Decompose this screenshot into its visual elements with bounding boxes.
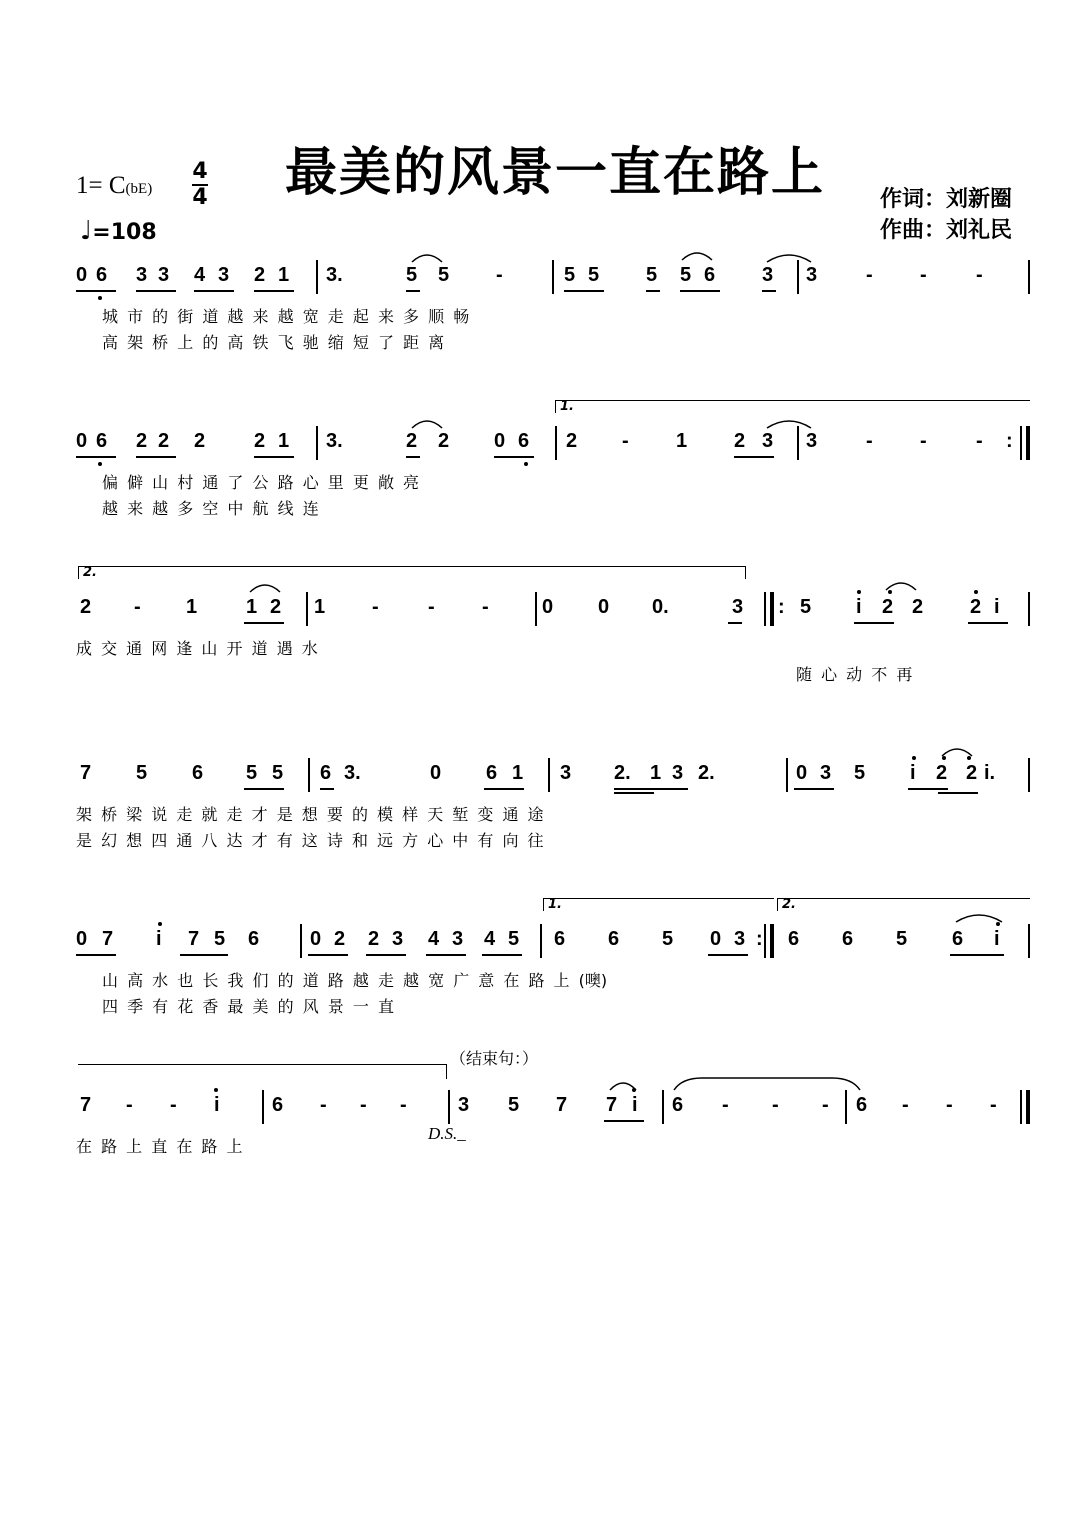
lyrics-verse-2: 越 来 越 多 空 中 航 线 连 [102,499,319,518]
lyrics-verse-1: 城 市 的 街 道 越 来 越 宽 走 起 来 多 顺 畅 [102,307,470,326]
lyricist: 作词：刘新圈 [880,187,1013,212]
tempo-mark [80,216,157,246]
lyrics-verse-2: 随 心 动 不 再 [796,665,913,684]
lyrics-verse-1: 成 交 通 网 逢 山 开 道 遇 水 [76,639,318,658]
lyrics-verse-2: 是 幻 想 四 通 八 达 才 有 这 诗 和 远 方 心 中 有 向 往 [76,831,544,850]
score-row-2: 0 6 2 2 2 2 1 3. 2 2 0 6 2 - 1 2 3 3 - - - : 偏 僻 山 村 通 了 公 路 心 里 更 敞 亮 越 来 越 多 空 中 航 线 连 [0,430,1080,490]
quarter-note-icon: ♩ [80,216,93,246]
time-top: 4 [192,159,208,184]
score-row-5: 0 7 i 7 5 6 0 2 2 3 4 3 4 5 6 6 5 0 3 : 6 6 5 6 i 山 高 水 也 长 我 们 的 道 路 越 走 越 宽 广 意 在 路 上 (噢) 四 季 有 花 香 最 美 的 风 景 一 直 [0,928,1080,988]
lyrics-verse-2: 四 季 有 花 香 最 美 的 风 景 一 直 [102,997,394,1016]
score-row-6: 7 - - i 6 - - - 3 5 7 7 i 6 - - - 6 - - - 在 路 上 直 在 路 上 D.S._ [0,1094,1080,1154]
lyrics-verse-1: 在 路 上 直 在 路 上 [76,1137,243,1156]
ending-label: （结束句：） [450,1049,539,1068]
tempo-value: =108 [92,220,157,245]
volta-1b: 1. [543,898,774,911]
score-row-4: 7 5 6 5 5 6 3. 0 6 1 3 2. 1 3 2. 0 3 5 i 2 2 i. 架 桥 梁 说 走 就 走 才 是 想 要 的 模 样 天 堑 变 通 途 是 幻 想 四 通 八 达 才 有 这 诗 和 远 方 心 中 有 向 往 [0,762,1080,822]
key-alt: (bE) [125,181,153,197]
key-signature [76,172,152,200]
time-signature [190,160,210,210]
lyrics-verse-2: 高 架 桥 上 的 高 铁 飞 驰 缩 短 了 距 离 [102,333,445,352]
key-main: 1= C [76,172,126,199]
ending-bracket [78,1064,447,1079]
lyrics-verse-1: 偏 僻 山 村 通 了 公 路 心 里 更 敞 亮 [102,473,420,492]
score-row-1: 0 6 3 3 4 3 2 1 3. 5 5 - 5 5 5 5 6 3 3 - - - 城 市 的 街 道 越 来 越 宽 走 起 来 多 顺 畅 高 架 桥 上 的 高 铁 飞 驰 缩 短 了 距 离 [0,264,1080,324]
volta-1: 1. [555,400,1030,413]
lyrics-verse-1: 架 桥 梁 说 走 就 走 才 是 想 要 的 模 样 天 堑 变 通 途 [76,805,544,824]
page-title: 最美的风景一直在路上 [284,143,825,203]
time-bottom: 4 [192,185,208,210]
score-row-3: 2 - 1 1 2 1 - - - 0 0 0. 3 : 5 i 2 2 2 i 成 交 通 网 逢 山 开 道 遇 水 随 心 动 不 再 [0,596,1080,656]
ds-mark: D.S._ [428,1124,466,1143]
volta-2: 2. [78,566,746,579]
lyrics-verse-1: 山 高 水 也 长 我 们 的 道 路 越 走 越 宽 广 意 在 路 上 (噢) [102,971,608,990]
composer: 作曲：刘礼民 [880,218,1013,243]
volta-2b: 2. [777,898,1030,911]
